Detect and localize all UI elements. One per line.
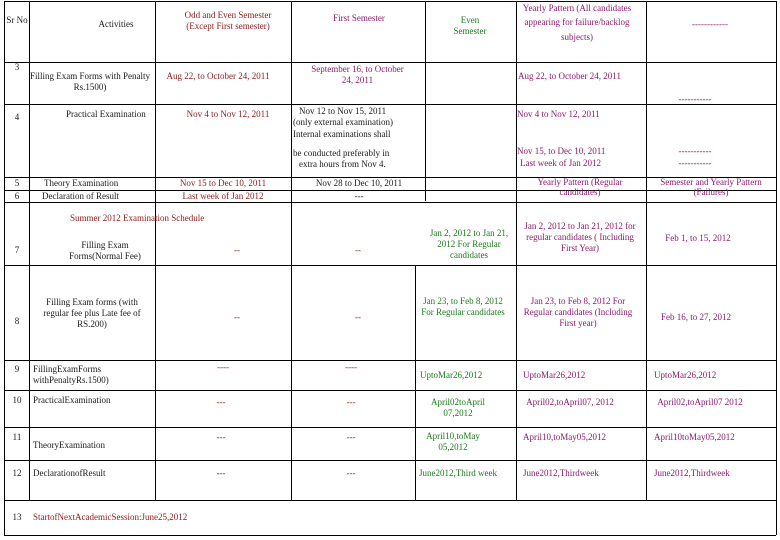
- row-first-semester: --: [355, 312, 361, 322]
- row-activity: Practical Examination: [66, 109, 146, 119]
- row-no: 8: [14, 316, 20, 326]
- header-yearly-pattern: Yearly Pattern (All candidates appearing for failure/backlog subjects): [522, 3, 632, 42]
- row-no: 12: [12, 468, 22, 478]
- row-activity: FillingExamForms withPenaltyRs.1500): [33, 364, 109, 385]
- row-odd-even: ----: [217, 362, 229, 372]
- row-even-semester: April10,toMay 05,2012: [426, 431, 480, 452]
- header-last-col: ------------: [692, 19, 728, 29]
- row-first-semester: September 16, to October 24, 2011: [311, 64, 404, 85]
- row-first-semester: ---: [346, 432, 356, 442]
- row-no: 4: [14, 112, 20, 122]
- row-yearly: June2012,Thirdweek: [523, 468, 599, 478]
- row-activity: StartofNextAcademicSession:June25,2012: [33, 512, 188, 522]
- row-first-semester: ----: [345, 362, 357, 372]
- row-no: 6: [14, 191, 20, 201]
- row-activity: Filling Exam forms (with regular fee plus Late fee of RS.200): [43, 297, 141, 329]
- row-no: 3: [14, 62, 20, 72]
- row-odd-even: --: [234, 312, 240, 322]
- row-even-semester: April02toApril 07,2012: [431, 397, 485, 418]
- row-first-semester-4: be conducted preferably in: [293, 148, 390, 158]
- row-last-col: April10toMay05,2012: [654, 432, 735, 442]
- row-last-col: June2012,Thirdweek: [654, 468, 730, 478]
- row-yearly-regular: Yearly Pattern (Regular candidates): [537, 177, 623, 197]
- row-even-semester: UptoMar26,2012: [420, 370, 483, 380]
- row-first-semester-1: Nov 12 to Nov 15, 2011: [299, 106, 387, 116]
- row-no: 7: [14, 245, 20, 255]
- row-first-semester: --: [355, 245, 361, 255]
- row-first-semester-2: (only external examination): [293, 117, 393, 127]
- row-last-col: Feb 1, to 15, 2012: [665, 233, 731, 243]
- row-last-col: Feb 16, to 27, 2012: [660, 312, 731, 322]
- row-first-semester-5: extra hours from Nov 4.: [299, 159, 386, 169]
- row-first-semester-3: Internal examinations shall: [293, 129, 391, 139]
- row-odd-even: Aug 22, to October 24, 2011: [166, 71, 270, 81]
- row-yearly: UptoMar26,2012: [523, 370, 586, 380]
- row-yearly-1: Nov 4 to Nov 12, 2011: [517, 109, 600, 119]
- row-activity: Filling Exam Forms with Penalty Rs.1500): [30, 71, 151, 92]
- row-last-col: UptoMar26,2012: [654, 370, 717, 380]
- row-last-col-2: -----------: [678, 158, 712, 168]
- header-first-semester: First Semester: [333, 13, 385, 23]
- row-odd-even: Nov 4 to Nov 12, 2011: [186, 109, 270, 119]
- row-first-semester: Nov 28 to Dec 10, 2011: [315, 178, 403, 188]
- row-last-col: -----------: [678, 94, 712, 104]
- row-no: 13: [12, 512, 22, 522]
- header-odd-even-semester: Odd and Even Semester (Except First semester): [184, 10, 272, 31]
- row-no: 10: [12, 395, 22, 405]
- row-odd-even: ---: [216, 432, 226, 442]
- row-odd-even: ---: [216, 397, 226, 407]
- row-odd-even: --: [234, 245, 240, 255]
- row-no: 9: [14, 364, 20, 374]
- row-activity: DeclarationofResult: [33, 468, 106, 478]
- row-even-semester: Jan 23, to Feb 8, 2012 For Regular candidates: [421, 296, 505, 317]
- row-yearly-3: Last week of Jan 2012: [520, 158, 601, 168]
- row-odd-even: Last week of Jan 2012: [182, 191, 264, 201]
- header-sr-no: Sr No: [6, 15, 28, 25]
- row-first-semester: ---: [354, 191, 364, 201]
- row-last-col: April02,toApril07 2012: [657, 397, 743, 407]
- row-yearly-2: Nov 15, to Dec 10, 2011: [517, 146, 606, 156]
- row-activity: TheoryExamination: [33, 440, 105, 450]
- header-even-semester: Even Semester: [453, 15, 487, 36]
- row-yearly: Aug 22, to October 24, 2011: [518, 71, 621, 81]
- row-first-semester: ---: [346, 468, 356, 478]
- row-odd-even: ---: [216, 468, 226, 478]
- row-no: 5: [14, 178, 20, 188]
- row-no: 11: [12, 432, 22, 442]
- row-last-col-1: -----------: [678, 146, 712, 156]
- row-even-semester: Jan 2, 2012 to Jan 21, 2012 For Regular candidates: [429, 228, 509, 260]
- row-activity: Declaration of Result: [42, 191, 119, 201]
- row-yearly: April10,toMay05,2012: [523, 432, 606, 442]
- row-even-semester: June2012,Third week: [419, 468, 497, 478]
- row-activity: PracticalExamination: [33, 395, 111, 405]
- row-yearly: Jan 23, to Feb 8, 2012 For Regular candidates (Including First year): [523, 296, 633, 328]
- row-last-col-failures: Semester and Yearly Pattern (Failures): [660, 177, 762, 197]
- row-first-semester: ---: [346, 397, 356, 407]
- row-activity: Filling Exam Forms(Normal Fee): [69, 240, 141, 261]
- row-yearly: Jan 2, 2012 to Jan 21, 2012 for regular candidates ( Including First Year): [524, 221, 636, 253]
- row-odd-even: Nov 15 to Dec 10, 2011: [179, 178, 267, 188]
- summer-schedule-title: Summer 2012 Examination Schedule: [70, 213, 205, 223]
- row-activity: Theory Examination: [44, 178, 119, 188]
- row-yearly: April02,toApril07, 2012: [526, 397, 614, 407]
- header-activities: Activities: [98, 19, 134, 29]
